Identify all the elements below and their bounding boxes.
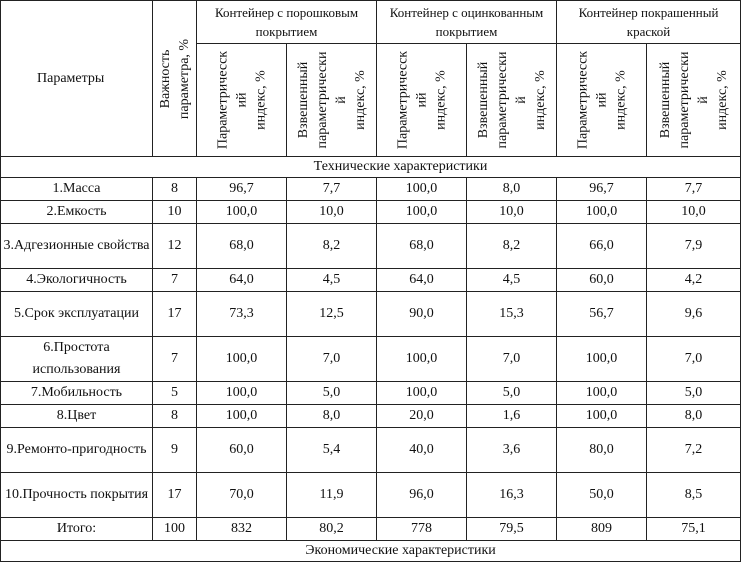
table-row: 4.Экологичность 7 64,0 4,5 64,0 4,5 60,0 4,2 <box>1 269 741 292</box>
table-row: 7.Мобильность 5 100,0 5,0 100,0 5,0 100,0 5,0 <box>1 382 741 405</box>
total-row: Итого: 100 832 80,2 778 79,5 809 75,1 <box>1 518 741 541</box>
weighted-index-header: Взвешенный параметрически й индекс, % <box>467 44 557 157</box>
param-index-header: Параметричесск ий индекс, % <box>557 44 647 157</box>
table-row: 2.Емкость 10 100,0 10,0 100,0 10,0 100,0 10,0 <box>1 201 741 224</box>
group-header-galvanized: Контейнер с оцинкованным покрытием <box>377 1 557 44</box>
weighted-index-header: Взвешенный параметрически й индекс, % <box>287 44 377 157</box>
section-economic: Экономические характеристики <box>1 541 741 562</box>
group-header-painted: Контейнер покрашенный краской <box>557 1 741 44</box>
param-index-header: Параметричесск ий индекс, % <box>377 44 467 157</box>
table-row: 10.Прочность покрытия 17 70,0 11,9 96,0 16,3 50,0 8,5 <box>1 473 741 518</box>
param-index-header: Параметричесск ий индекс, % <box>197 44 287 157</box>
table-row: 9.Ремонто-пригодность 9 60,0 5,4 40,0 3,6 80,0 7,2 <box>1 428 741 473</box>
weight-header <box>153 1 197 157</box>
table-row: 3.Адгезионные свойства 12 68,0 8,2 68,0 8,2 66,0 7,9 <box>1 224 741 269</box>
table-row: 8.Цвет 8 100,0 8,0 20,0 1,6 100,0 8,0 <box>1 405 741 428</box>
table-row: 1.Масса 8 96,7 7,7 100,0 8,0 96,7 7,7 <box>1 178 741 201</box>
section-technical: Технические характеристики <box>1 157 741 178</box>
weight-header-text: Важность параметра, % <box>157 38 192 119</box>
table-row: 5.Срок эксплуатации 17 73,3 12,5 90,0 15,3 56,7 9,6 <box>1 292 741 337</box>
weighted-index-header: Взвешенный параметрически й индекс, % <box>647 44 741 157</box>
params-header: Параметры <box>1 1 153 157</box>
group-header-powder: Контейнер с порошковым покрытием <box>197 1 377 44</box>
table-row: 6.Простота использования 7 100,0 7,0 100,0 7,0 100,0 7,0 <box>1 337 741 382</box>
